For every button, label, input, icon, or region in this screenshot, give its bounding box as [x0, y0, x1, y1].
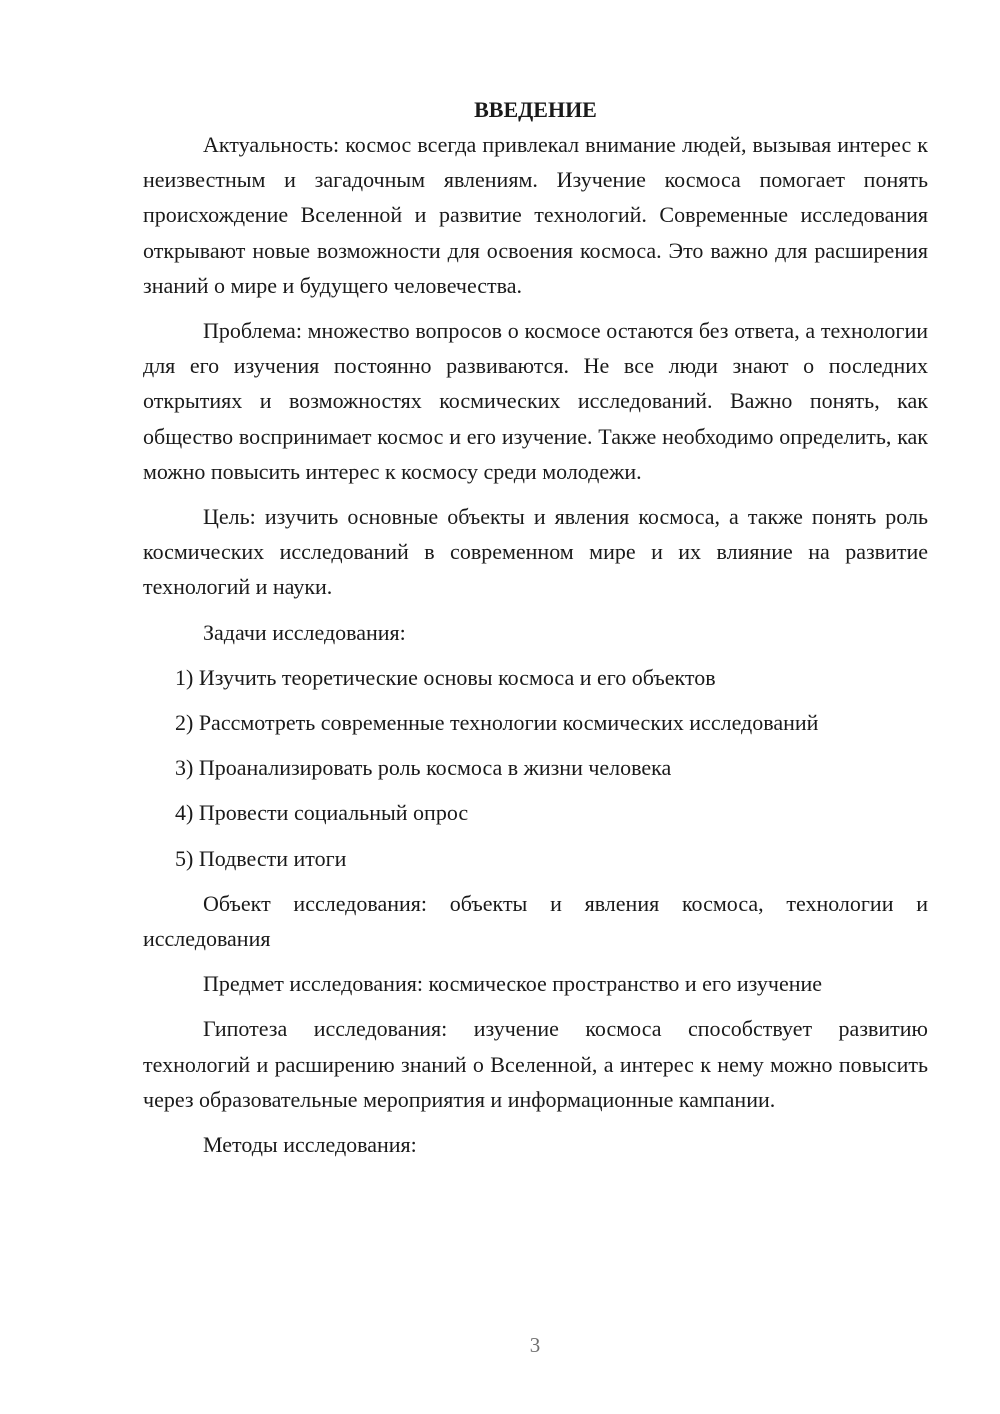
- document-page: [143, 92, 928, 1172]
- tasks-list: [143, 660, 928, 876]
- list-item: 5) Подвести итоги: [175, 845, 347, 871]
- list-item: 3) Проанализировать роль космоса в жизни человека: [175, 755, 672, 781]
- page-number: 3: [529, 1333, 541, 1357]
- paragraph-subject: Предмет исследования: космическое пространство и его изучение: [203, 971, 823, 997]
- paragraph-problem: Проблема: множество вопросов о космосе остаются без ответа, а технологии для его изучения постоянно развиваются. Не все люди знают о последних открытиях и возможностях космических исследований. Важно понять, как общество воспринимает космос и его изучение. Также необходимо определить, как можно повысить интерес к космосу среди молодежи.: [143, 318, 928, 484]
- paragraph-object: Объект исследования: объекты и явления космоса, технологии и исследования: [143, 890, 928, 952]
- list-item: 2) Рассмотреть современные технологии космических исследований: [175, 710, 819, 736]
- paragraph-tasks-title: Задачи исследования:: [203, 619, 406, 645]
- paragraph-hypothesis: Гипотеза исследования: изучение космоса способствует развитию технологий и расширению знаний о Вселенной, а интерес к нему можно повысить через образовательные мероприятия и информационные кампании.: [143, 1016, 928, 1112]
- paragraph-relevance: Актуальность: космос всегда привлекал внимание людей, вызывая интерес к неизвестным и загадочным явлениям. Изучение космоса помогает понять происхождение Вселенной и развитие технологий. Современные исследования открывают новые возможности для освоения космоса. Это важно для расширения знаний о мире и будущего человечества.: [143, 132, 928, 298]
- paragraph-goal: Цель: изучить основные объекты и явления космоса, а также понять роль космических исследований в современном мире и их влияние на развитие технологий и науки.: [143, 504, 928, 600]
- section-heading: ВВЕДЕНИЕ: [474, 97, 597, 122]
- paragraph-methods: Методы исследования:: [203, 1132, 417, 1158]
- list-item: 1) Изучить теоретические основы космоса и его объектов: [175, 664, 716, 690]
- list-item: 4) Провести социальный опрос: [175, 800, 469, 826]
